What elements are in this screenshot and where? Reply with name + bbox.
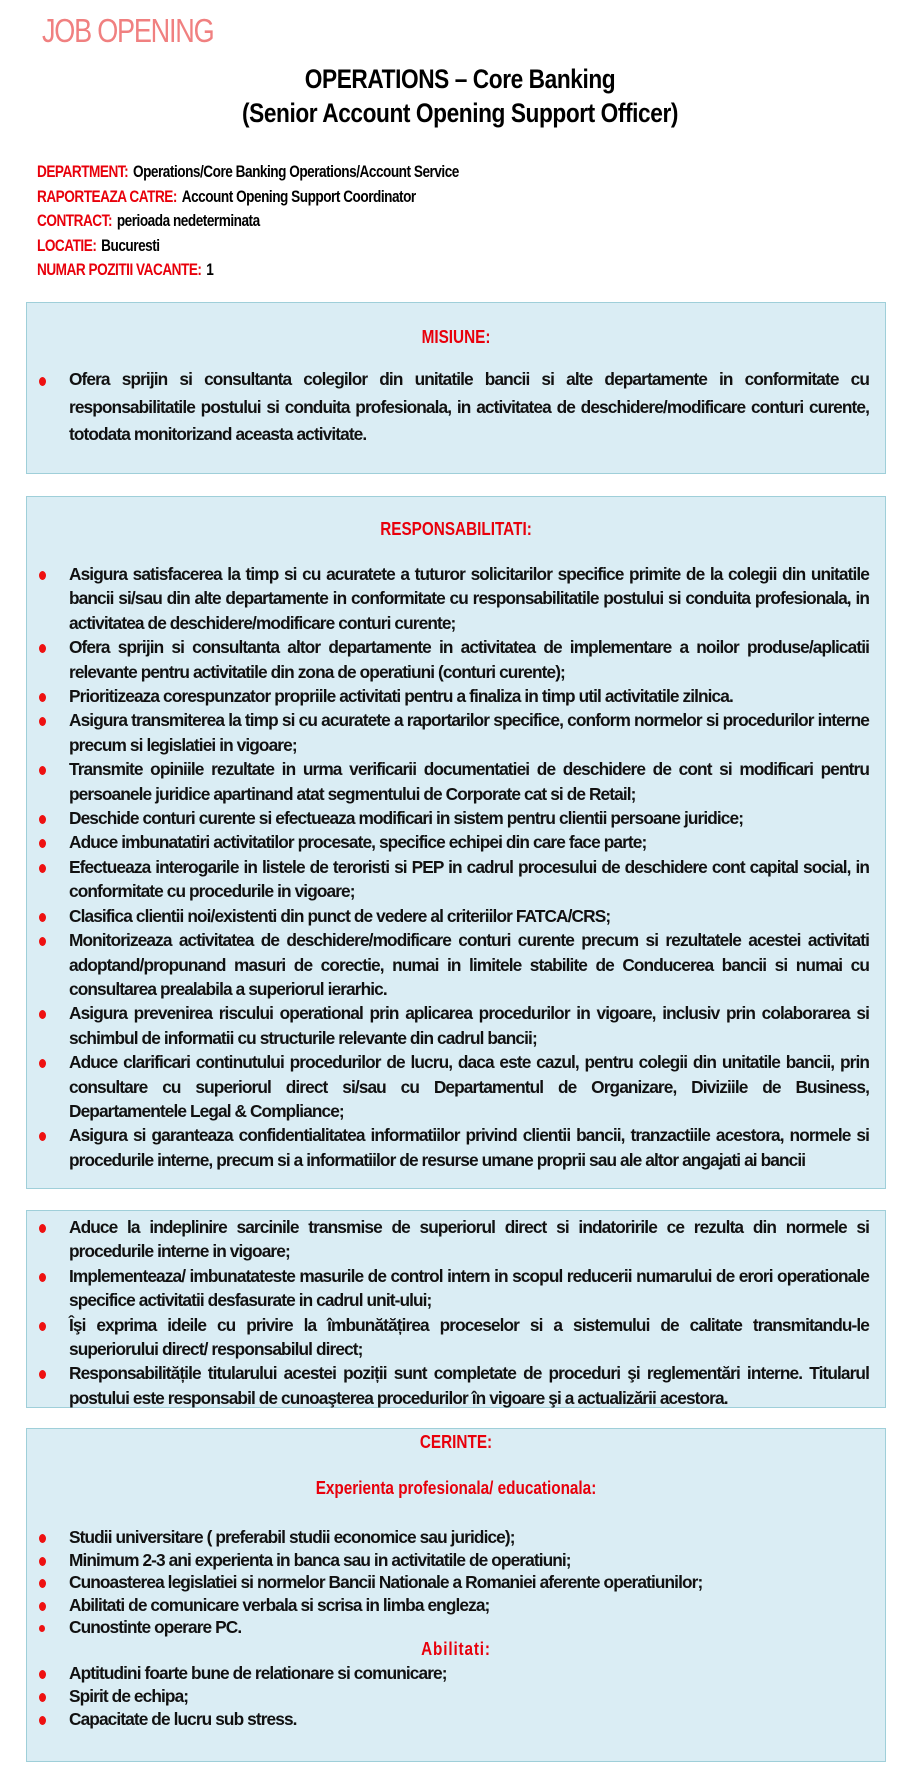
bullet-icon [39,1224,46,1233]
list-item [39,1594,869,1617]
job-title-line-2: (Senior Account Opening Support Officer) [242,98,678,128]
bullet-icon [39,571,46,580]
list-item-text: Monitorizeaza activitatea de deschidere/modificare conturi curente precum si rezultatele acestei activitati adoptand/propunand masuri de corectie, numai in limitele stabilite de Conducerea bancii si numai cu consultarea prealabila a superiorul ierarhic. [69,930,869,999]
list-item-text: Asigura prevenirea riscului operational prin aplicarea procedurilor in vigoare, inclusiv prin colaborarea si schimbul de informatii cu structurile relevante din cadrul bancii; [69,1003,869,1048]
list-item [39,366,869,449]
list-item [39,1708,869,1731]
list-item [39,928,869,1001]
list-item-text: Minimum 2-3 ani experienta in banca sau in activitatile de operatiuni; [69,1549,571,1570]
bullet-icon [39,839,46,848]
list-item [39,1361,869,1410]
bullet-icon [39,1370,46,1379]
meta-reports-to [37,185,459,210]
list-item [39,1662,869,1685]
skills-list [27,1662,885,1731]
bullet-icon [39,913,46,922]
meta-key: RAPORTEAZA CATRE: [37,186,177,206]
list-item-text: Transmite opiniile rezultate in urma verificarii documentatiei de deschidere de cont si modificari pentru persoanele juridice apartinand atat segmentului de Corporate cat si de Retail; [69,759,869,804]
list-item [39,855,869,904]
meta-key: CONTRACT: [37,211,113,230]
list-item [39,1050,869,1123]
bullet-icon [39,1670,46,1679]
meta-location [37,234,459,259]
responsibilities-list [27,562,885,1172]
job-meta [37,160,459,283]
bullet-icon [39,1625,45,1632]
list-item-text: Aduce imbunatatiri activitatilor procesate, specifice echipei din care face parte; [69,832,647,853]
meta-vacancies [37,258,459,283]
list-item-text: Ofera sprijin si consultanta altor departamente in activitatea de implementare a noilor produse/aplicatii relevante pentru activitatile din zona de operatiuni (conturi curente); [69,637,869,682]
bullet-icon [39,717,46,726]
bullet-icon [39,1273,46,1282]
bullet-icon [39,1602,46,1611]
meta-contract [37,209,459,234]
requirements-section [26,1428,886,1762]
list-item [39,1215,869,1264]
list-item [39,708,869,757]
meta-department [37,160,459,185]
meta-value: perioada nedeterminata [116,211,260,230]
list-item [39,1526,869,1549]
bullet-icon [39,1557,46,1566]
responsibilities-continued-section [26,1210,886,1408]
bullet-icon [39,864,46,873]
list-item-text: Prioritizeaza corespunzator propriile activitati pentru a finaliza in timp util activitatile zilnica. [69,686,733,707]
list-item-text: Aptitudini foarte bune de relationare si comunicare; [69,1662,447,1683]
section-title: RESPONSABILITATI: [380,519,532,539]
list-item [39,1571,869,1594]
list-item-text: Deschide conturi curente si efectueaza modificari in sistem pentru clientii persoane juridice; [69,808,744,829]
bullet-icon [39,1579,46,1588]
list-item-text: Îşi exprima ideile cu privire la îmbunătățirea proceselor si a sistemului de calitate transmitandu-le superiorului direct/ responsabilul direct; [69,1314,869,1360]
list-item-text: Capacitate de lucru sub stress. [69,1708,297,1729]
meta-value: Operations/Core Banking Operations/Account Service [132,162,459,181]
job-title [0,62,920,130]
job-opening-label: JOB OPENING [42,12,214,49]
list-item-text: Efectueaza interogarile in listele de teroristi si PEP in cadrul procesului de deschidere cont capital social, in conformitate cu procedurile in vigoare; [69,856,869,902]
bullet-icon [39,937,46,946]
experience-list [27,1526,885,1639]
meta-value: Bucuresti [101,235,160,255]
bullet-icon [39,1322,46,1331]
experience-subtitle: Experienta profesionala/ educationala: [315,1478,597,1498]
bullet-icon [39,644,46,653]
list-item-text: Ofera sprijin si consultanta colegilor din unitatile bancii si alte departamente in conformitate cu responsabilitatile postului si conduita profesionala, in activitatea de deschidere/modificare conturi curente, totodata monitorizand aceasta activitate. [69,369,869,444]
list-item-text: Cunoasterea legislatiei si normelor Bancii Nationale a Romaniei aferente operatiunilor; [69,1572,703,1593]
list-item [39,806,869,830]
list-item-text: Asigura si garanteaza confidentialitatea informatiilor privind clientii bancii, tranzactiile acestora, normele si procedurile interne, precum si a informatiilor de resurse umane proprii sau ale altor angajati ai bancii [69,1125,869,1170]
job-title-line-1: OPERATIONS – Core Banking [304,64,616,94]
list-item [39,1123,869,1172]
responsibilities-continued-list [27,1215,885,1410]
list-item [39,1001,869,1050]
list-item-text: Clasifica clientii noi/existenti din punct de vedere al criteriilor FATCA/CRS; [69,905,611,926]
section-title: MISIUNE: [421,327,491,347]
list-item-text: Studii universitare ( preferabil studii economice sau juridice); [69,1527,515,1547]
list-item [39,1313,869,1362]
bullet-icon [39,1132,46,1141]
list-item-text: Spirit de echipa; [69,1685,189,1706]
meta-key: NUMAR POZITII VACANTE: [37,260,202,279]
bullet-icon [39,1010,46,1019]
section-title: CERINTE: [419,1432,493,1452]
bullet-icon [39,1693,46,1702]
bullet-icon [39,1534,46,1543]
list-item-text: Asigura satisfacerea la timp si cu acuratete a tuturor solicitarilor specifice primite de la colegii din unitatile bancii si/sau din alte departamente in conformitate cu responsabilitatile postului si conduita profesionala, in activitatea de deschidere/modificare conturi curente; [69,564,869,633]
list-item [39,684,869,708]
list-item [39,830,869,854]
bullet-icon [39,1059,46,1068]
list-item-text: Abilitati de comunicare verbala si scrisa in limba engleza; [69,1594,490,1615]
list-item-text: Cunostinte operare PC. [69,1617,242,1638]
list-item [39,1685,869,1708]
skills-subtitle: Abilitati: [421,1638,491,1659]
list-item-text: Asigura transmiterea la timp si cu acuratete a raportarilor specifice, conform normelor si procedurilor interne precum si legislatiei in vigoare; [69,710,869,755]
list-item [39,904,869,928]
mission-list [27,366,885,449]
list-item-text: Aduce clarificari continutului procedurilor de lucru, daca este cazul, pentru colegii din unitatile bancii, prin consultare cu superiorul direct si/sau cu Departamentul de Organizare, Diviziile de Business, Departamentele Legal & Compliance; [69,1052,869,1121]
meta-value: Account Opening Support Coordinator [181,186,416,206]
list-item-text: Responsabilitățile titularului acestei poziții sunt completate de proceduri şi reglementări interne. Titularul postului este responsabil de cunoaşterea procedurilor în vigoare şi a actualizării acestora. [69,1363,869,1408]
list-item [39,635,869,684]
meta-key: LOCATIE: [37,235,97,255]
bullet-icon [39,693,46,702]
list-item [39,1264,869,1313]
list-item-text: Aduce la indeplinire sarcinile transmise de superiorul direct si indatoririle ce rezulta din normele si procedurile interne in vigoare; [69,1217,869,1262]
list-item [39,1616,869,1639]
responsibilities-section [26,496,886,1189]
mission-section [26,302,886,474]
list-item [39,562,869,635]
meta-key: DEPARTMENT: [37,162,129,181]
bullet-icon [39,377,46,386]
bullet-icon [39,766,46,775]
list-item-text: Implementeaza/ imbunatateste masurile de control intern in scopul reducerii numarului de erori operationale specifice activitatii desfasurate in cadrul unit-ului; [69,1265,869,1311]
bullet-icon [39,815,46,824]
meta-value: 1 [206,260,214,279]
bullet-icon [39,1716,46,1725]
list-item [39,1549,869,1572]
list-item [39,757,869,806]
